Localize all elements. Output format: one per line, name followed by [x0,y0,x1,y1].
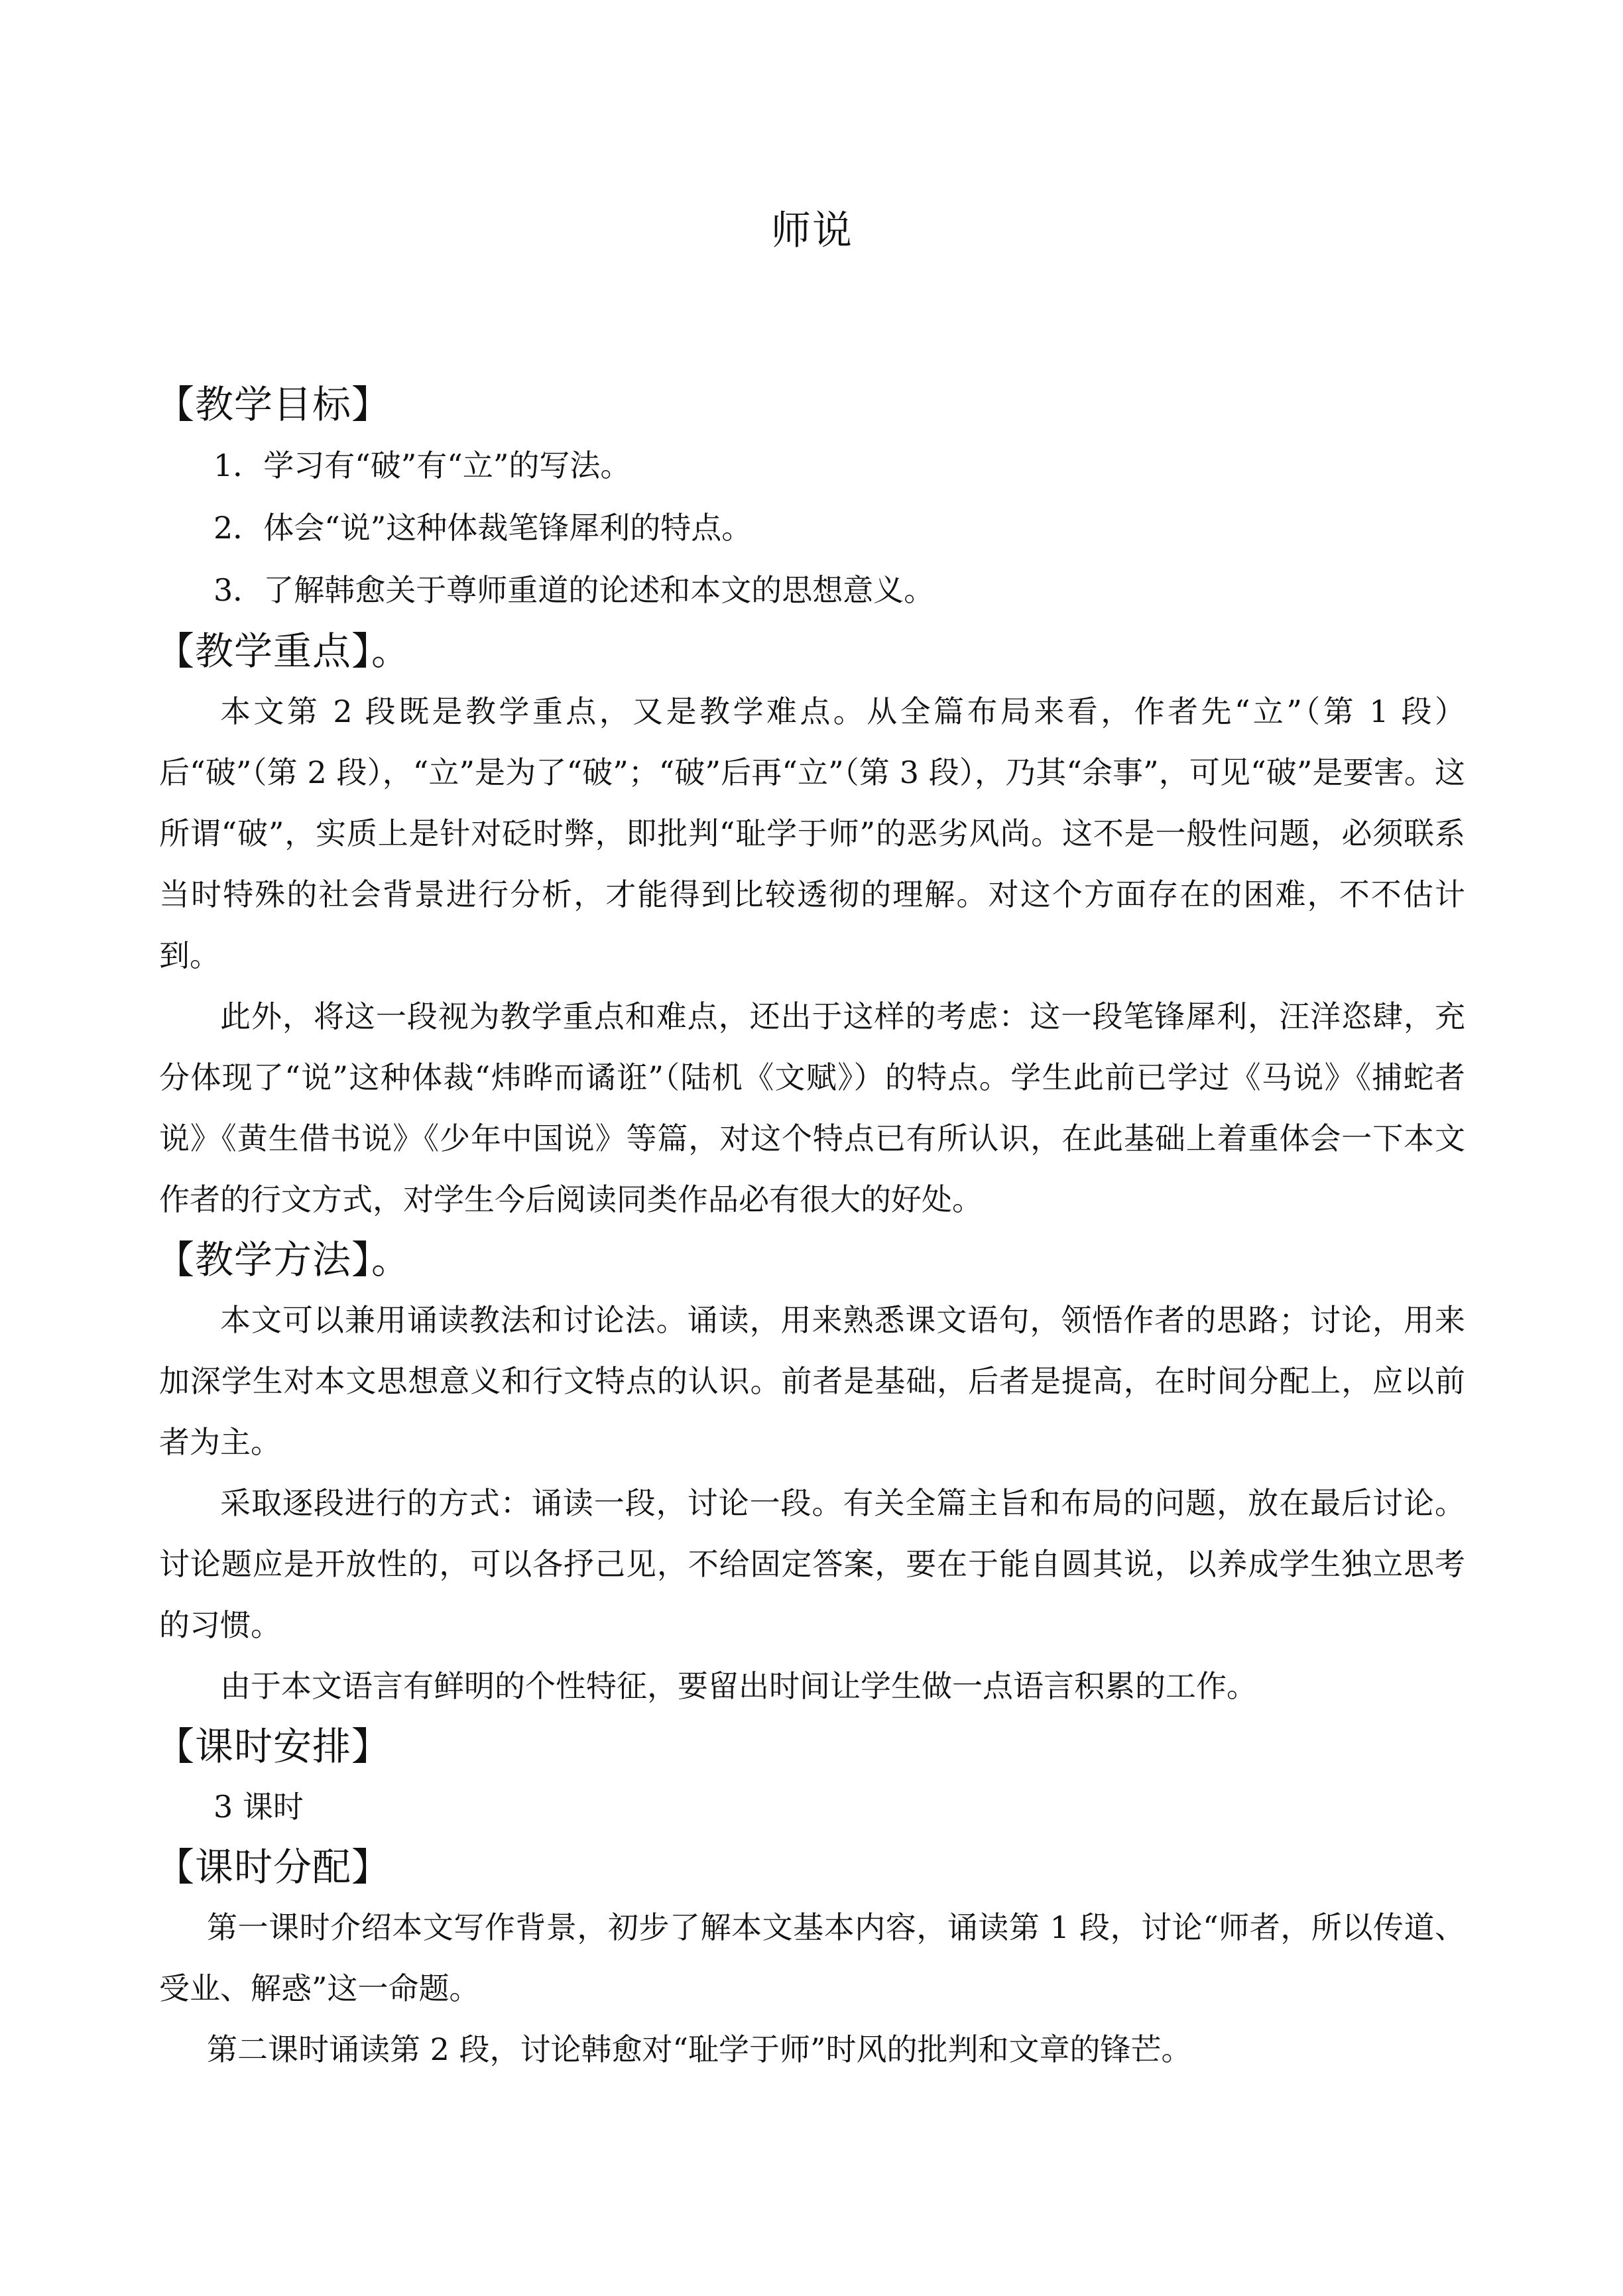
objective-item: 3．了解韩愈关于尊师重道的论述和本文的思想意义。 [213,572,935,608]
schedule-text: 3 课时 [213,1789,304,1825]
document-title: 师说 [771,208,853,254]
allocation-paragraph: 第一课时介绍本文写作背景，初步了解本文基本内容，诵读第 1 段，讨论“师者，所以传道、受业、解惑”这一命题。 [159,1909,1465,2006]
document-page [156,0,1465,2296]
section-heading-objectives: 【教学目标】 [156,382,391,427]
section-methods [156,1230,1465,1717]
objective-item: 2．体会“说”这种体裁笔锋犀利的特点。 [213,510,752,546]
section-allocation [156,1837,1465,2080]
allocation-paragraph: 第二课时诵读第 2 段，讨论韩愈对“耻学于师”时风的批判和文章的锋芒。 [207,2031,1192,2067]
section-heading-methods: 【教学方法】。 [156,1237,411,1282]
section-objectives [156,375,1465,621]
section-schedule [156,1717,1465,1837]
objective-item: 1．学习有“破”有“立”的写法。 [213,448,631,483]
section-focus [156,621,1465,1230]
focus-paragraph: 此外，将这一段视为教学重点和难点，还出于这样的考虑：这一段笔锋犀利，汪洋恣肆，充分体现了“说”这种体裁“炜晔而谲诳”（陆机《文赋》）的特点。学生此前已学过《马说》《捕蛇者说》《黄生借书说》《少年中国说》等篇，对这个特点已有所认识，在此基础上着重体会一下本文作者的行文方式，对学生今后阅读同类作品必有很大的好处。 [159,998,1465,1217]
section-heading-allocation: 【课时分配】 [156,1844,391,1890]
methods-paragraph: 采取逐段进行的方式：诵读一段，讨论一段。有关全篇主旨和布局的问题，放在最后讨论。讨论题应是开放性的，可以各抒己见，不给固定答案，要在于能自圆其说，以养成学生独立思考的习惯。 [159,1485,1465,1643]
document-body [156,375,1465,2080]
methods-paragraph: 本文可以兼用诵读教法和讨论法。诵读，用来熟悉课文语句，领悟作者的思路；讨论，用来加深学生对本文思想意义和行文特点的认识。前者是基础，后者是提高，在时间分配上，应以前者为主。 [159,1302,1465,1460]
focus-paragraph: 本文第 2 段既是教学重点，又是教学难点。从全篇布局来看，作者先“立”（第 1 段）后“破”（第 2 段），“立”是为了“破”；“破”后再“立”（第 3 段），乃其“余事”，可见“破”是要害。这所谓“破”，实质上是针对砭时弊，即批判“耻学于师”的恶劣风尚。这不是一般性问题，必须联系当时特殊的社会背景进行分析，才能得到比较透彻的理解。对这个方面存在的困难，不不估计到。 [159,694,1465,973]
methods-paragraph: 由于本文语言有鲜明的个性特征，要留出时间让学生做一点语言积累的工作。 [220,1668,1257,1704]
section-heading-focus: 【教学重点】。 [156,629,411,674]
section-heading-schedule: 【课时安排】 [156,1724,391,1769]
